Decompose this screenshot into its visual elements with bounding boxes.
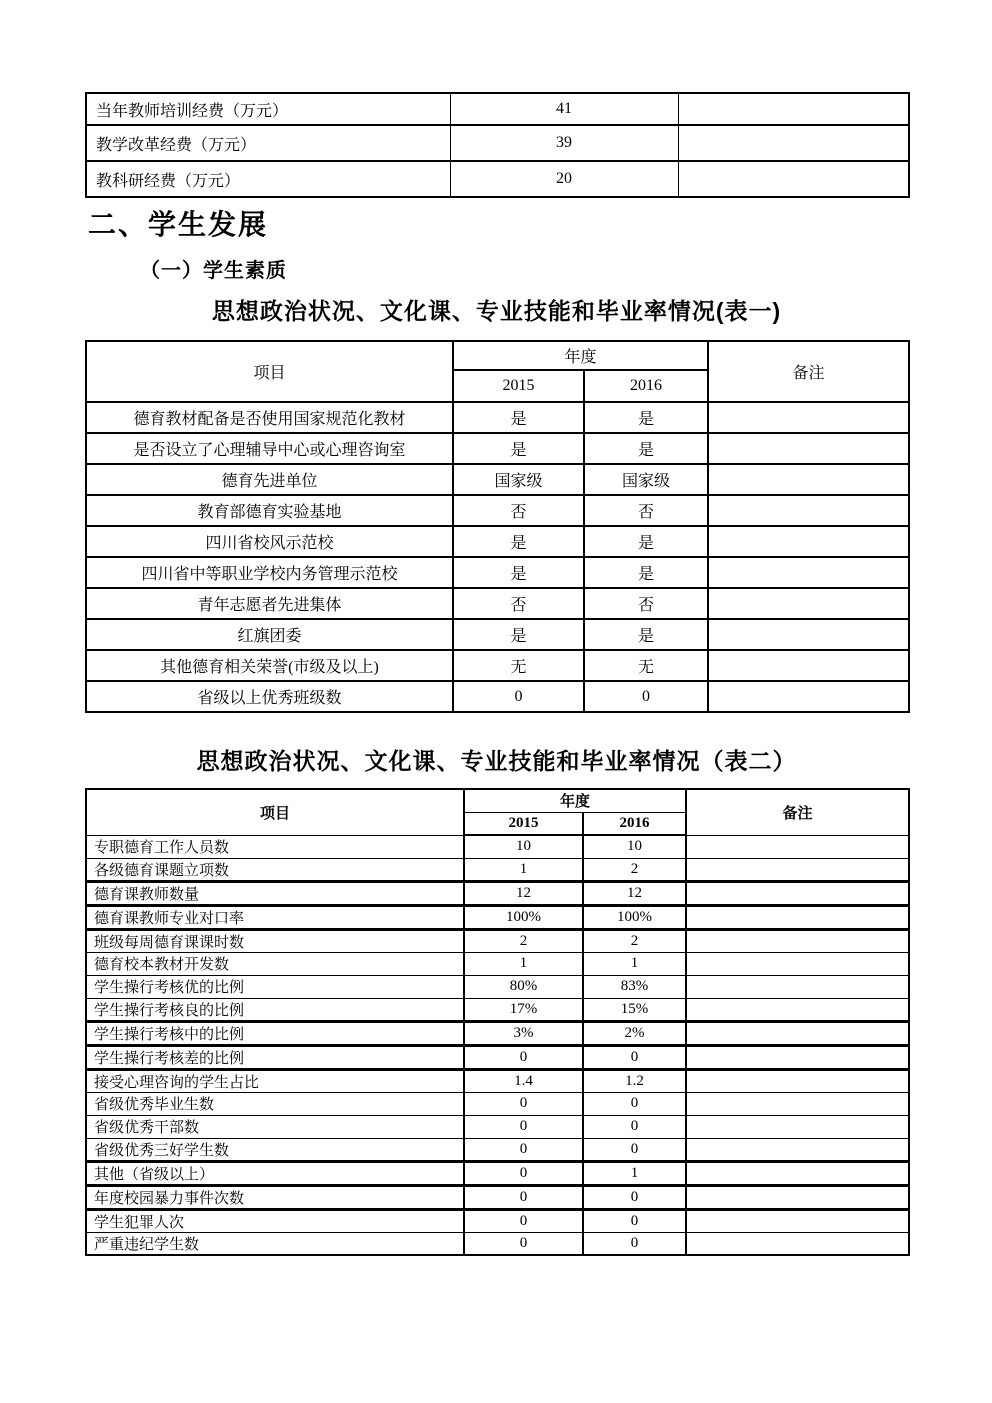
value-2016: 是 — [584, 433, 708, 464]
table-row — [86, 161, 909, 197]
table-row — [86, 464, 909, 495]
value-2015: 10 — [464, 835, 583, 858]
value-2016: 国家级 — [584, 464, 708, 495]
row-label: 学生犯罪人次 — [86, 1209, 464, 1232]
value-2015: 0 — [464, 1161, 583, 1185]
row-value: 39 — [450, 125, 678, 161]
value-2016: 0 — [583, 1209, 686, 1232]
header-year-group: 年度 — [464, 789, 686, 812]
row-label: 严重违纪学生数 — [86, 1232, 464, 1255]
row-label: 省级优秀干部数 — [86, 1115, 464, 1138]
row-label: 当年教师培训经费（万元） — [86, 93, 450, 125]
value-2016: 1 — [583, 1161, 686, 1185]
table-row — [86, 881, 909, 905]
row-note-cell — [686, 1045, 909, 1069]
value-2016: 0 — [583, 1138, 686, 1161]
value-2015: 0 — [453, 681, 584, 712]
row-note-cell — [686, 1092, 909, 1115]
value-2016: 0 — [583, 1232, 686, 1255]
header-row — [86, 341, 909, 370]
table1-title: 思想政治状况、文化课、专业技能和毕业率情况(表一) — [211, 298, 782, 324]
row-note-cell — [678, 93, 909, 125]
value-2015: 0 — [464, 1232, 583, 1255]
student-quality-table-2 — [85, 788, 910, 1256]
table-row — [86, 1209, 909, 1232]
table-row — [86, 402, 909, 433]
row-note-cell — [708, 464, 909, 495]
value-2016: 10 — [583, 835, 686, 858]
value-2016: 1 — [583, 952, 686, 975]
value-2016: 15% — [583, 998, 686, 1021]
value-2015: 80% — [464, 975, 583, 998]
table-row — [86, 650, 909, 681]
header-year-2015: 2015 — [453, 370, 584, 402]
value-2016: 2 — [583, 858, 686, 881]
value-2015: 无 — [453, 650, 584, 681]
row-note-cell — [708, 681, 909, 712]
header-year-group: 年度 — [453, 341, 708, 370]
value-2016: 否 — [584, 588, 708, 619]
value-2015: 是 — [453, 526, 584, 557]
header-year-2015: 2015 — [464, 812, 583, 835]
row-label: 班级每周德育课课时数 — [86, 929, 464, 952]
row-label: 学生操行考核良的比例 — [86, 998, 464, 1021]
row-label: 四川省中等职业学校内务管理示范校 — [86, 557, 453, 588]
table-row — [86, 433, 909, 464]
table-row — [86, 557, 909, 588]
value-2015: 0 — [464, 1209, 583, 1232]
row-note-cell — [686, 1069, 909, 1092]
row-label: 省级优秀毕业生数 — [86, 1092, 464, 1115]
value-2016: 0 — [583, 1092, 686, 1115]
value-2015: 1.4 — [464, 1069, 583, 1092]
value-2015: 0 — [464, 1092, 583, 1115]
row-note-cell — [686, 998, 909, 1021]
value-2016: 是 — [584, 526, 708, 557]
header-note: 备注 — [708, 341, 909, 402]
value-2016: 是 — [584, 619, 708, 650]
table-row — [86, 905, 909, 929]
row-note-cell — [686, 1209, 909, 1232]
table-row — [86, 1115, 909, 1138]
row-note-cell — [708, 650, 909, 681]
row-label: 德育教材配备是否使用国家规范化教材 — [86, 402, 453, 433]
value-2016: 无 — [584, 650, 708, 681]
row-label: 教学改革经费（万元） — [86, 125, 450, 161]
value-2015: 是 — [453, 433, 584, 464]
section-heading: 二、学生发展 — [88, 209, 269, 240]
table-row — [86, 952, 909, 975]
value-2015: 3% — [464, 1021, 583, 1045]
row-note-cell — [686, 1232, 909, 1255]
row-label: 其他（省级以上） — [86, 1161, 464, 1185]
row-note-cell — [708, 402, 909, 433]
row-label: 教育部德育实验基地 — [86, 495, 453, 526]
table-row — [86, 1021, 909, 1045]
value-2015: 0 — [464, 1115, 583, 1138]
row-note-cell — [678, 125, 909, 161]
table-row — [86, 975, 909, 998]
header-note: 备注 — [686, 789, 909, 835]
table-row — [86, 125, 909, 161]
row-note-cell — [708, 557, 909, 588]
subsection-heading: （一）学生素质 — [140, 260, 287, 282]
table-row — [86, 1092, 909, 1115]
value-2015: 国家级 — [453, 464, 584, 495]
funding-table — [85, 92, 910, 198]
row-note-cell — [686, 1138, 909, 1161]
row-note-cell — [678, 161, 909, 197]
value-2015: 1 — [464, 952, 583, 975]
table-row — [86, 495, 909, 526]
table-row — [86, 929, 909, 952]
table-row — [86, 1232, 909, 1255]
value-2016: 是 — [584, 557, 708, 588]
table-row — [86, 526, 909, 557]
row-label: 德育先进单位 — [86, 464, 453, 495]
value-2015: 0 — [464, 1138, 583, 1161]
row-note-cell — [686, 1021, 909, 1045]
value-2016: 2% — [583, 1021, 686, 1045]
table-row — [86, 1185, 909, 1209]
row-label: 省级优秀三好学生数 — [86, 1138, 464, 1161]
value-2016: 0 — [583, 1115, 686, 1138]
row-note-cell — [686, 905, 909, 929]
header-row — [86, 789, 909, 812]
header-year-2016: 2016 — [583, 812, 686, 835]
row-label: 德育课教师专业对口率 — [86, 905, 464, 929]
row-note-cell — [686, 1161, 909, 1185]
row-note-cell — [686, 881, 909, 905]
value-2015: 是 — [453, 402, 584, 433]
value-2015: 1 — [464, 858, 583, 881]
header-item: 项目 — [86, 789, 464, 835]
value-2016: 否 — [584, 495, 708, 526]
row-note-cell — [686, 835, 909, 858]
row-note-cell — [686, 929, 909, 952]
table-row — [86, 93, 909, 125]
row-note-cell — [686, 858, 909, 881]
row-label: 教科研经费（万元） — [86, 161, 450, 197]
table-row — [86, 1161, 909, 1185]
row-label: 是否设立了心理辅导中心或心理咨询室 — [86, 433, 453, 464]
row-note-cell — [686, 1115, 909, 1138]
row-value: 41 — [450, 93, 678, 125]
table-row — [86, 1069, 909, 1092]
table-row — [86, 588, 909, 619]
table-row — [86, 998, 909, 1021]
value-2015: 否 — [453, 588, 584, 619]
row-note-cell — [708, 619, 909, 650]
row-label: 省级以上优秀班级数 — [86, 681, 453, 712]
value-2015: 是 — [453, 557, 584, 588]
value-2016: 100% — [583, 905, 686, 929]
value-2015: 12 — [464, 881, 583, 905]
row-note-cell — [686, 975, 909, 998]
row-label: 学生操行考核中的比例 — [86, 1021, 464, 1045]
table2-title: 思想政治状况、文化课、专业技能和毕业率情况（表二） — [196, 748, 797, 774]
row-label: 各级德育课题立项数 — [86, 858, 464, 881]
value-2016: 0 — [584, 681, 708, 712]
row-label: 德育课教师数量 — [86, 881, 464, 905]
table-row — [86, 1138, 909, 1161]
header-item: 项目 — [86, 341, 453, 402]
value-2015: 2 — [464, 929, 583, 952]
row-label: 学生操行考核差的比例 — [86, 1045, 464, 1069]
table-row — [86, 858, 909, 881]
table-row — [86, 835, 909, 858]
row-note-cell — [708, 526, 909, 557]
value-2016: 0 — [583, 1045, 686, 1069]
value-2016: 是 — [584, 402, 708, 433]
value-2015: 0 — [464, 1045, 583, 1069]
header-year-2016: 2016 — [584, 370, 708, 402]
student-quality-table-1 — [85, 340, 910, 713]
row-label: 德育校本教材开发数 — [86, 952, 464, 975]
table-row — [86, 619, 909, 650]
value-2015: 是 — [453, 619, 584, 650]
row-note-cell — [708, 495, 909, 526]
row-label: 年度校园暴力事件次数 — [86, 1185, 464, 1209]
row-label: 专职德育工作人员数 — [86, 835, 464, 858]
table-row — [86, 1045, 909, 1069]
value-2015: 100% — [464, 905, 583, 929]
value-2016: 83% — [583, 975, 686, 998]
row-value: 20 — [450, 161, 678, 197]
row-note-cell — [686, 1185, 909, 1209]
value-2016: 1.2 — [583, 1069, 686, 1092]
value-2015: 0 — [464, 1185, 583, 1209]
row-label: 四川省校风示范校 — [86, 526, 453, 557]
row-label: 学生操行考核优的比例 — [86, 975, 464, 998]
value-2016: 2 — [583, 929, 686, 952]
row-label: 青年志愿者先进集体 — [86, 588, 453, 619]
value-2016: 12 — [583, 881, 686, 905]
row-label: 其他德育相关荣誉(市级及以上) — [86, 650, 453, 681]
value-2015: 否 — [453, 495, 584, 526]
table-row — [86, 681, 909, 712]
value-2016: 0 — [583, 1185, 686, 1209]
row-note-cell — [708, 433, 909, 464]
row-label: 接受心理咨询的学生占比 — [86, 1069, 464, 1092]
row-label: 红旗团委 — [86, 619, 453, 650]
row-note-cell — [708, 588, 909, 619]
row-note-cell — [686, 952, 909, 975]
value-2015: 17% — [464, 998, 583, 1021]
